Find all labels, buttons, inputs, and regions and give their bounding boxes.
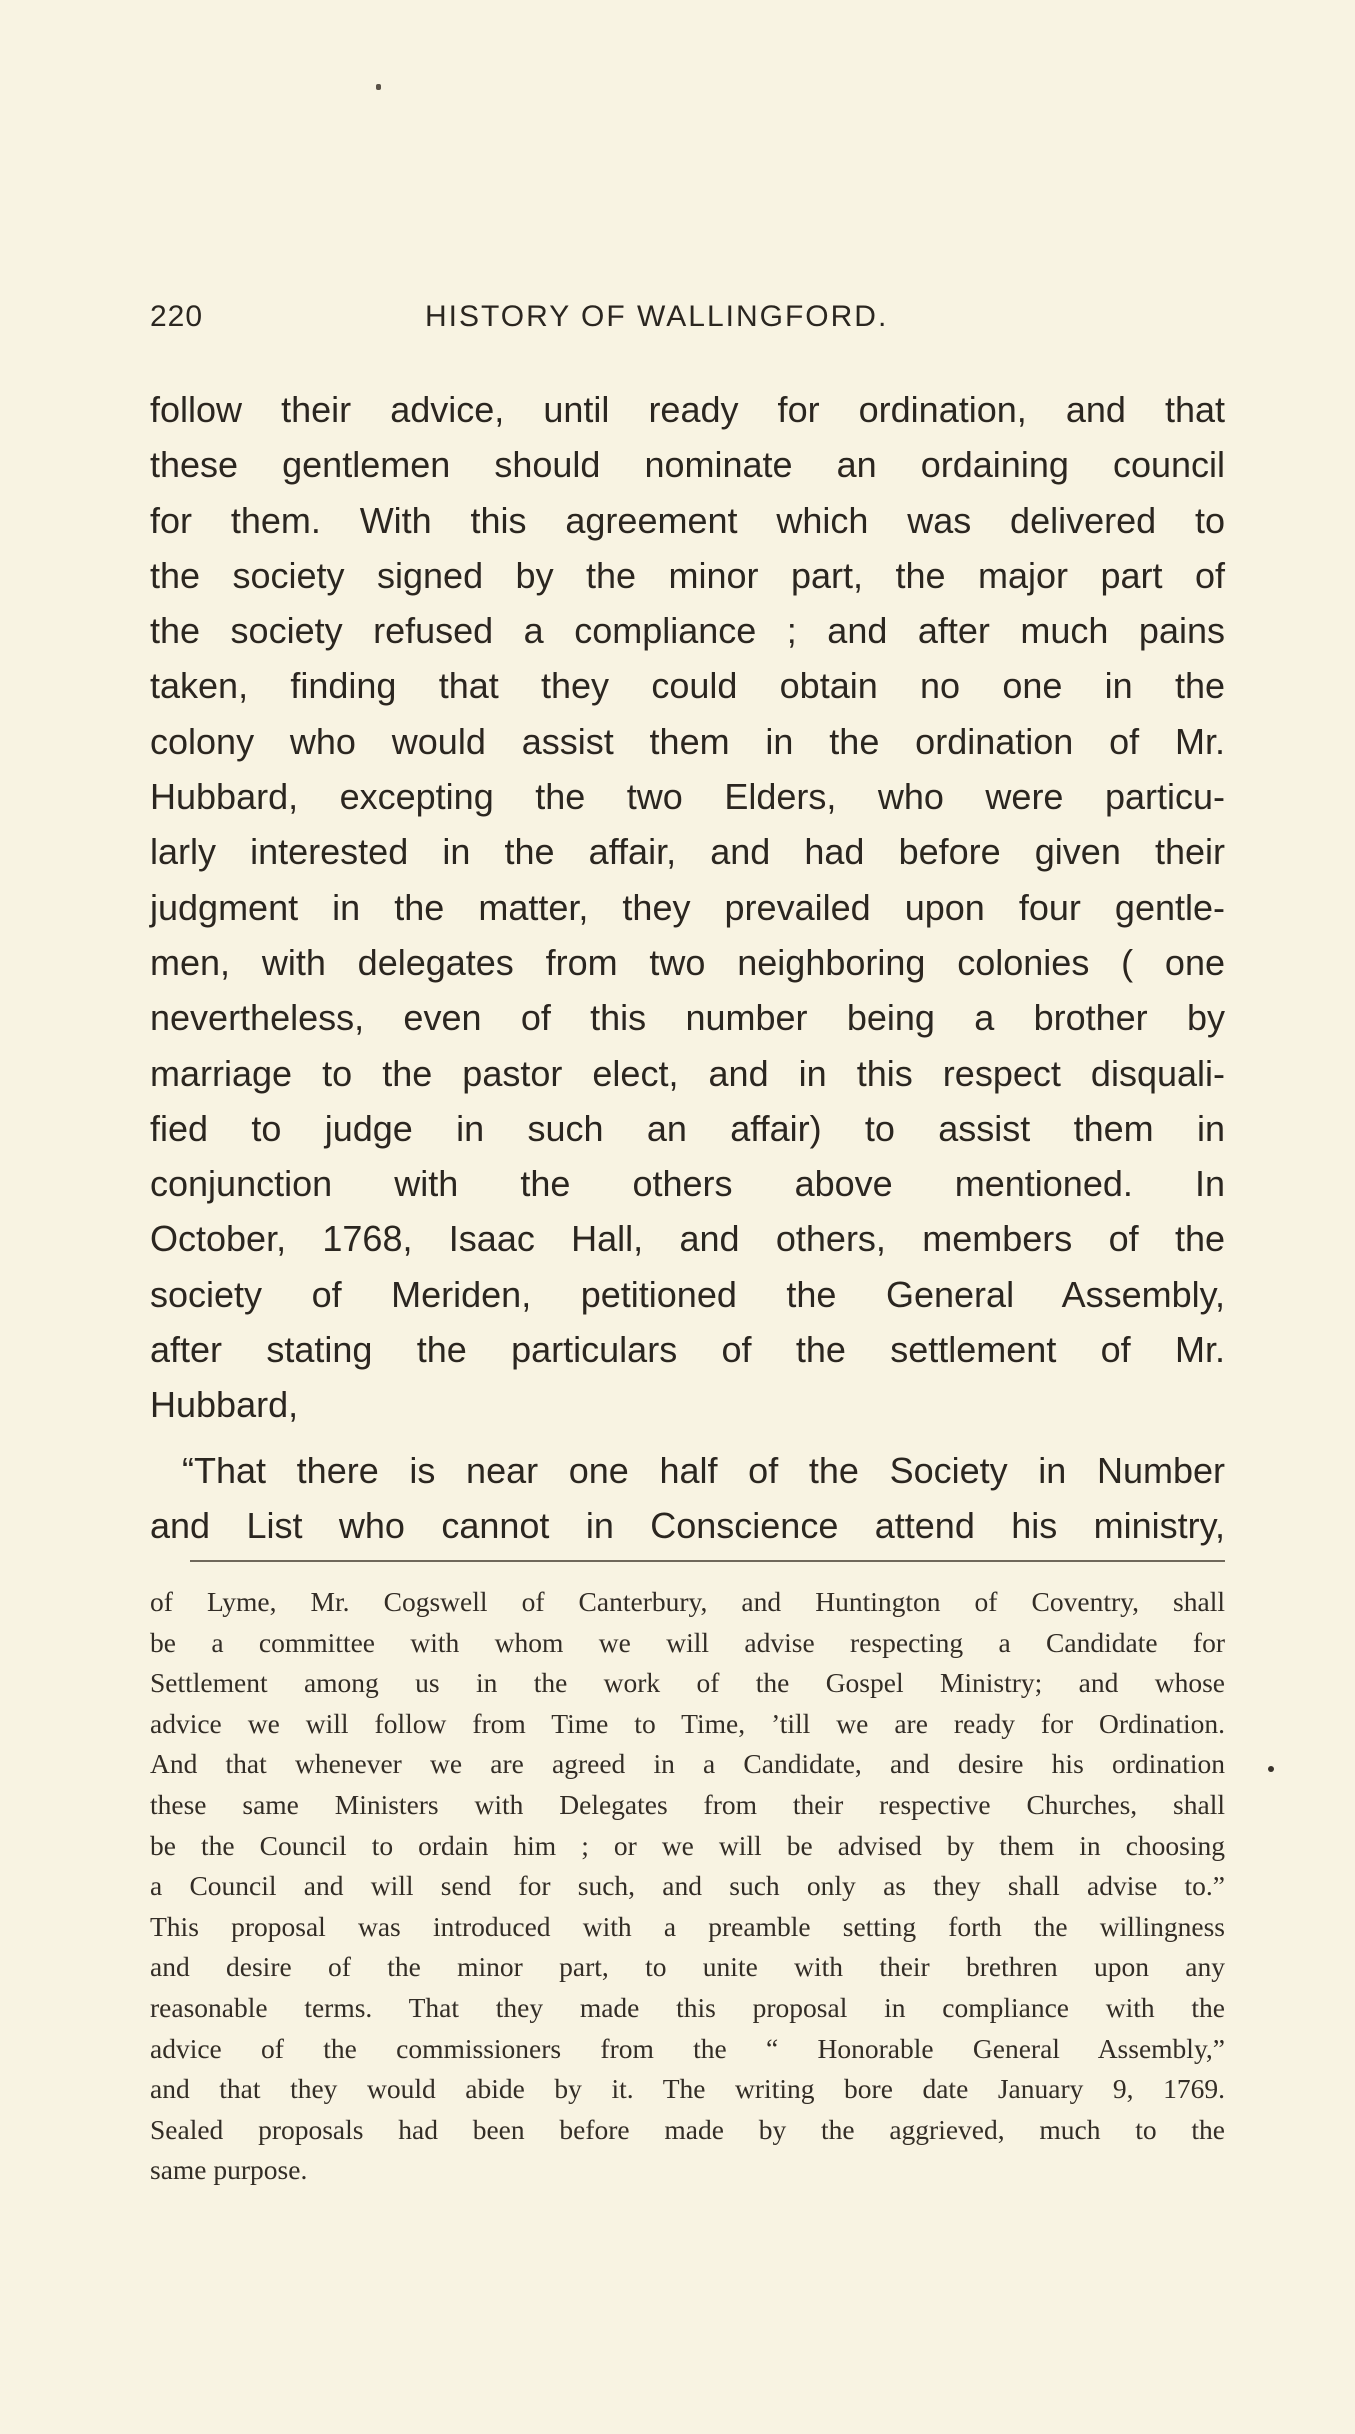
footnote-line: a Council and will send for such, and such only as they shall advise to.” xyxy=(150,1870,1225,1902)
petition-quote xyxy=(150,1443,1225,1554)
footnote-line: advice of the commissioners from the “ Honorable General Assembly,” xyxy=(150,2032,1225,2064)
running-head xyxy=(150,300,1210,350)
page-number: 220 xyxy=(150,300,204,333)
text-line: taken, finding that they could obtain no one in the xyxy=(150,665,1225,707)
main-text xyxy=(150,382,1225,1553)
running-title: HISTORY OF WALLINGFORD. xyxy=(425,300,889,333)
footnote-line: And that whenever we are agreed in a Candidate, and desire his ordination xyxy=(150,1748,1225,1780)
quote-line: “That there is near one half of the Society in Number xyxy=(182,1449,1225,1491)
text-line: for them. With this agreement which was delivered to xyxy=(150,499,1225,541)
text-line: October, 1768, Isaac Hall, and others, members of the xyxy=(150,1218,1225,1260)
footnote-line: be the Council to ordain him ; or we will be advised by them in choosing xyxy=(150,1829,1225,1861)
text-line: Hubbard, excepting the two Elders, who were particu- xyxy=(150,776,1225,818)
text-line: Hubbard, xyxy=(150,1384,299,1426)
footnote-line: advice we will follow from Time to Time, ’till we are ready for Ordination. xyxy=(150,1707,1225,1739)
text-line: colony who would assist them in the ordination of Mr. xyxy=(150,720,1225,762)
text-line: after stating the particulars of the settlement of Mr. xyxy=(150,1329,1225,1371)
footnote-line: of Lyme, Mr. Cogswell of Canterbury, and Huntington of Coventry, shall xyxy=(150,1586,1225,1617)
footnote-line: This proposal was introduced with a preamble setting forth the willingness xyxy=(150,1910,1225,1942)
text-line: society of Meriden, petitioned the General Assembly, xyxy=(150,1273,1225,1315)
footnote-rule xyxy=(190,1560,1225,1562)
text-line: judgment in the matter, they prevailed upon four gentle- xyxy=(150,886,1225,928)
ink-speck xyxy=(1268,1766,1274,1772)
text-line: larly interested in the affair, and had before given their xyxy=(150,831,1225,873)
footnote-line: these same Ministers with Delegates from their respective Churches, shall xyxy=(150,1788,1225,1820)
footnote-line: Settlement among us in the work of the Gospel Ministry; and whose xyxy=(150,1667,1225,1699)
footnote-line: Sealed proposals had been before made by the aggrieved, much to the xyxy=(150,2113,1225,2145)
text-line: the society signed by the minor part, the major part of xyxy=(150,554,1225,596)
quote-line: and List who cannot in Conscience attend his ministry, xyxy=(150,1504,1225,1546)
footnote-line: and desire of the minor part, to unite with their brethren upon any xyxy=(150,1951,1225,1983)
text-line: these gentlemen should nominate an ordaining council xyxy=(150,444,1225,486)
footnote xyxy=(150,1582,1225,2191)
text-line: men, with delegates from two neighboring colonies ( one xyxy=(150,941,1225,983)
text-line: conjunction with the others above mentioned. In xyxy=(150,1163,1225,1205)
text-line: fied to judge in such an affair) to assist them in xyxy=(150,1107,1225,1149)
text-line: nevertheless, even of this number being a brother by xyxy=(150,997,1225,1039)
footnote-line: and that they would abide by it. The writing bore date January 9, 1769. xyxy=(150,2073,1225,2105)
text-line: follow their advice, until ready for ordination, and that xyxy=(150,389,1225,430)
footnote-line: reasonable terms. That they made this proposal in compliance with the xyxy=(150,1991,1225,2023)
footnote-line: same purpose. xyxy=(150,2154,308,2186)
ink-speck xyxy=(376,84,381,90)
footnote-line: be a committee with whom we will advise respecting a Candidate for xyxy=(150,1626,1225,1658)
text-line: the society refused a compliance ; and after much pains xyxy=(150,610,1225,652)
text-line: marriage to the pastor elect, and in this respect disquali- xyxy=(150,1052,1225,1094)
